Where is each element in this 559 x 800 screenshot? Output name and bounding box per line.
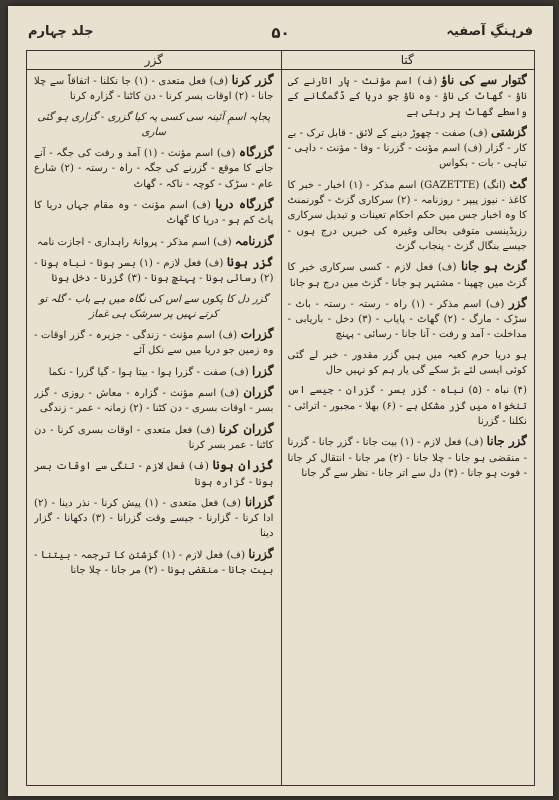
dictionary-entry xyxy=(288,296,528,343)
right-column-header: گتا xyxy=(281,51,535,70)
entry-headword: گزٹ ہو جانا xyxy=(461,259,527,274)
column-divider xyxy=(281,51,282,785)
entry-definition: گزر دل کا پکوں سے اس کی نگاہ میں ہے باب - گلہ تو کرتے نہیں پر سرشک ہی غماز xyxy=(39,293,269,320)
dictionary-entry xyxy=(34,110,274,141)
dictionary-entry xyxy=(288,259,528,291)
dictionary-entry xyxy=(288,383,528,429)
right-column xyxy=(288,73,528,779)
entry-definition: (ف) اسم مؤنث - وہ مقام جہاں دریا کا پاٹ کم ہو - دریا کا گھاٹ xyxy=(34,200,274,227)
entry-headword: گزرات xyxy=(240,327,274,342)
dictionary-entry xyxy=(288,348,528,379)
entry-headword: گزرگاہ xyxy=(238,145,274,160)
dictionary-entry xyxy=(34,255,274,287)
entry-headword: گزرگاہ دریا xyxy=(215,197,274,212)
dictionary-entry xyxy=(34,234,274,250)
entry-headword: گزرانا xyxy=(245,494,274,509)
dictionary-entry xyxy=(288,434,528,481)
entry-headword: گزر جانا xyxy=(486,434,527,449)
entry-headword: گزرنا xyxy=(248,546,274,561)
volume-label: جلد چہارم xyxy=(28,24,94,39)
entry-definition: (ف) فعل لازم - تنگی سے اوقات بسر ہونا - گزارہ ہونا xyxy=(34,461,274,488)
entry-definition: (ف) فعل متعدی - اوقات بسری کرنا - دن کاٹنا - عمر بسر کرنا xyxy=(34,424,274,451)
page-number: ۵۰ xyxy=(271,24,290,42)
left-column-header: گزر xyxy=(27,51,281,70)
dictionary-entry xyxy=(34,495,274,542)
dictionary-entry xyxy=(34,458,274,490)
entry-headword: گزشتی xyxy=(490,124,527,139)
entry-headword: گزر ہونا xyxy=(226,254,274,269)
entry-headword: گزر کرنا xyxy=(231,73,274,87)
entry-definition: (ف) اسم مؤنث - گزارہ - معاش - روزی - گزر بسر - اوقات بسری - دن کٹنا - (۲) زمانہ - عمر - زندگی xyxy=(34,388,274,415)
dictionary-entry xyxy=(288,125,528,172)
entry-definition: (ف) فعل متعدی - (۱) پیش کرنا - نذر دینا - (۲) ادا کرنا - گزارنا - جیسے وقت گزرانا - (۳) دکھانا - گزار دینا xyxy=(34,497,274,540)
entry-definition: (ف) صفت - گزرا ہوا - بیتا ہوا - گیا گزرا - نکما xyxy=(48,366,249,378)
dictionary-entry xyxy=(34,385,274,417)
entry-definition: (ف) صفت - چھوڑ دینے کے لائق - قابل ترک - بے کار - گزار (ف) اسم مؤنث - گزرنا - وفا - مؤنث - داہی - تباہی - بات - بکواس xyxy=(287,127,527,170)
dictionary-entry xyxy=(34,197,274,229)
dictionary-entry xyxy=(34,364,274,380)
book-title: فرہنگِ آصفیہ xyxy=(446,24,533,39)
dictionary-entry xyxy=(34,422,274,454)
entry-definition: (ف) اسم مؤنث - زندگی - جزیرہ - گزر اوقات - وہ زمین جو دریا میں سے نکل آئے xyxy=(34,330,274,357)
entry-headword: گزران ہونا xyxy=(212,458,274,473)
entry-definition: (ف) فعل متعدی - (۱) جا نکلنا - اتفاقاً سے چلا جانا - (۲) اوقات بسر کرنا - دن کاٹنا - گزارہ کرنا xyxy=(34,76,274,103)
entry-definition: (ف) فعل لازم - (۱) گزشتن کا ترجمہ - بیتنا - بیت جانا - منقضی ہونا - (۲) مر جانا - چلا جانا xyxy=(34,549,274,577)
left-column xyxy=(34,73,274,779)
entry-definition: (انگ) (GAZETTE) اسم مذکر - (۱) اخبار - خبر کا کاغذ - نیوز پیپر - روزنامہ - (۲) سرکاری گزٹ - گورنمنٹ کا وہ اخبار جس میں حکم احکام تعینات و تبدیل سرکاری رزیڈینسی متوفی بحالی وغیرہ کی خبریں درج ہوں - جیسے بنگال گزٹ - پنجاب گزٹ xyxy=(287,179,527,252)
entry-definition: (ف) فعل لازم - (۱) بسر ہونا - نباہ ہونا - (۲) رسائی ہونا - پہنچ ہونا - (۳) گزرنا - دخل ہونا xyxy=(34,257,274,285)
entry-definition: (ف) اسم مذکر - (۱) راہ - رستہ - رستہ - باٹ - سڑک - مارگ - (۲) گھاٹ - پایاب - (۳) دخل - باریابی - مداخلت - آمد و رفت - آنا جانا - رسائی - پہنچ xyxy=(287,298,527,341)
entry-definition: (ف) فعل لازم - کسی سرکاری خبر کا گزٹ میں چھپنا - مشتہر ہو جانا - گزٹ میں درج ہو جانا xyxy=(287,262,527,289)
entry-definition: ہو دریا حرم کعبہ میں ہیں گزر مقدور - خبر لے گئی کوئی ایسی لئے بڑ سکے گی یار ہم کو نہیں حال xyxy=(287,349,527,377)
entry-headword: گزرا xyxy=(252,363,274,378)
entry-definition: پجاپہ اسمِ آئینہ سی کسی پہ کیا گزری - گزاری ہو گئی ساری xyxy=(37,111,271,138)
entry-definition: (ف) اسم مؤنث - پار اتارنے کی ناؤ - گھاٹ کی ناؤ - وہ ناؤ جو دریا کے ڈگمگانے کے واسطے گھاٹ پر رہتی ہے xyxy=(287,76,527,118)
dictionary-entry xyxy=(288,177,528,254)
entry-headword: گزرنامہ xyxy=(234,233,274,248)
content-frame xyxy=(26,50,535,786)
dictionary-entry xyxy=(34,292,274,323)
entry-definition: (۴) نباہ - (۵) نباہ - گزر بسر - گزران - جیسے اس تنخواہ میں گزر مشکل ہے - (۶) بھلا - مجبور - اترائی - نکلنا - گزرنا xyxy=(287,385,527,427)
entry-headword: گزران کرنا xyxy=(218,421,274,436)
entry-headword: گٹ xyxy=(509,176,527,191)
entry-headword: گزر xyxy=(508,295,527,310)
dictionary-entry xyxy=(34,73,274,105)
entry-headword: گزران xyxy=(243,385,274,400)
entry-definition: (ف) اسم مذکر - پروانۂ راہداری - اجازت نامہ xyxy=(37,236,232,248)
entry-definition: (ف) اسم مؤنث - (۱) آمد و رفت کی جگہ - آنے جانے کا موقع - گزرنے کی جگہ - راہ - رستہ - (۲) شارع عام - سڑک - کوچہ - ناکہ - گھاٹ xyxy=(34,148,274,190)
dictionary-page xyxy=(8,6,553,796)
dictionary-entry xyxy=(34,145,274,192)
entry-definition: (ف) فعل لازم - (۱) بیت جانا - گزر جانا - گزرنا - منقضی ہو جانا - چلا جانا - (۲) مر جانا - انتقال کر جانا - فوت ہو جانا - (۳) دل سے اتر جانا - نظر سے گر جانا xyxy=(287,437,527,479)
entry-headword: گتوار سے کی ناؤ xyxy=(441,73,527,87)
page-header xyxy=(28,22,533,48)
dictionary-entry xyxy=(34,547,274,579)
dictionary-entry xyxy=(288,73,528,120)
dictionary-entry xyxy=(34,327,274,359)
